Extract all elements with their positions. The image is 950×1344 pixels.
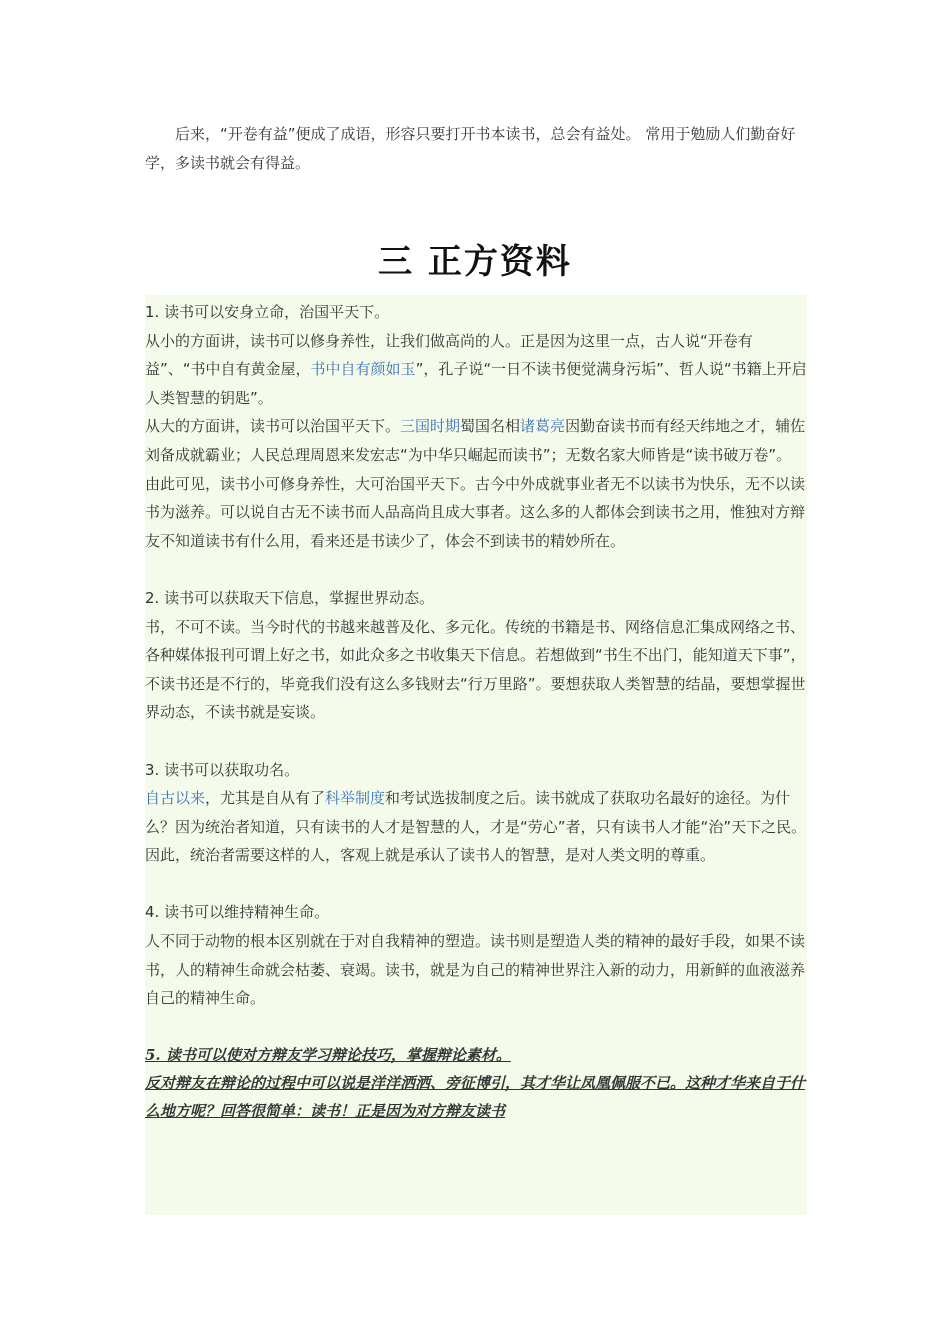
spacer: [145, 1013, 807, 1042]
text-run: 和考试选拔制度之后。读书就成了获取功名最好的途径。为什么？因为统治者知道，只有读书的人才是智慧的人，才是“劳心”者，只有读书人才能“治”天下之民。因此，统治者需要这样的人，客观上就是承认了读书人的智慧，是对人类文明的尊重。: [145, 789, 807, 865]
point-4-title: 4. 读书可以维持精神生命。: [145, 903, 330, 922]
point-5-paragraph: 反对辩友在辩论的过程中可以说是洋洋洒洒、旁征博引，其才华让凤凰佩服不已。这种才华来自于什么地方呢？回答很简单：读书！正是因为对方辩友读书: [145, 1074, 806, 1121]
point-1-paragraph-3: 由此可见，读书小可修身养性，大可治国平天下。古今中外成就事业者无不以读书为快乐，无不以读书为滋养。可以说自古无不读书而人品高尚且成大事者。这么多的人都体会到读书之用，惟独对方辩友不知道读书有什么用，看来还是书读少了，体会不到读书的精妙所在。: [145, 474, 806, 550]
spacer: [145, 555, 807, 584]
text-run: 蜀国名相: [460, 417, 521, 436]
point-3-title: 3. 读书可以获取功名。: [145, 760, 300, 779]
section-heading: 三 正方资料: [378, 242, 572, 282]
intro-paragraph: [145, 120, 810, 178]
point-3-paragraph: [145, 784, 807, 870]
section-content: [145, 298, 807, 1125]
link-yanruyu[interactable]: 书中自有颜如玉: [310, 360, 416, 379]
spacer: [145, 727, 807, 756]
text-run: ，尤其是自从有了: [205, 789, 326, 808]
link-three-kingdoms[interactable]: 三国时期: [400, 417, 461, 436]
intro-text: 后来，“开卷有益”便成了成语，形容只要打开书本读书，总会有益处。 常用于勉励人们勤奋好学，多读书就会有得益。: [145, 125, 796, 172]
link-imperial-exam[interactable]: 科举制度: [325, 789, 386, 808]
point-2-paragraph: 书，不可不读。当今时代的书越来越普及化、多元化。传统的书籍是书、网络信息汇集成网络之书、各种媒体报刊可谓上好之书，如此众多之书收集天下信息。若想做到“书生不出门，能知道天下事”，不读书还是不行的，毕竟我们没有这么多钱财去“行万里路”。要想获取人类智慧的结晶，要想掌握世界动态，不读书就是妄谈。: [145, 617, 806, 722]
text-run: 从大的方面讲，读书可以治国平天下。: [145, 417, 401, 436]
link-since-ancient[interactable]: 自古以来: [145, 789, 206, 808]
point-2-title: 2. 读书可以获取天下信息，掌握世界动态。: [145, 588, 435, 607]
link-zhuge-liang[interactable]: 诸葛亮: [520, 417, 566, 436]
spacer: [145, 870, 807, 899]
text-run: 因勤奋读书而有经天纬地之才，辅佐刘备成就霸业；人民总理周恩来发宏志“为中华只崛起而读书”；无数名家大师皆是“读书破万卷”。: [145, 417, 806, 464]
point-1-paragraph-1: [145, 327, 807, 413]
text-run: 从小的方面讲，读书可以修身养性，让我们做高尚的人。正是因为这里一点，古人说“开卷有益”、“书中自有黄金屋，: [145, 331, 753, 379]
point-1-title: 1. 读书可以安身立命，治国平天下。: [145, 303, 390, 321]
point-5-title: 5. 读书可以使对方辩友学习辩论技巧，掌握辩论素材。: [145, 1046, 511, 1065]
point-1-paragraph-2: [145, 412, 807, 469]
point-4-paragraph: 人不同于动物的根本区别就在于对自我精神的塑造。读书则是塑造人类的精神的最好手段，如果不读书，人的精神生命就会枯萎、衰竭。读书，就是为自己的精神世界注入新的动力，用新鲜的血液滋养自己的精神生命。: [145, 932, 806, 1008]
point-5-block: [145, 1041, 807, 1125]
text-run: ”，孔子说“一日不读书便觉满身污垢”、哲人说“书籍上开启人类智慧的钥匙”。: [145, 360, 807, 407]
